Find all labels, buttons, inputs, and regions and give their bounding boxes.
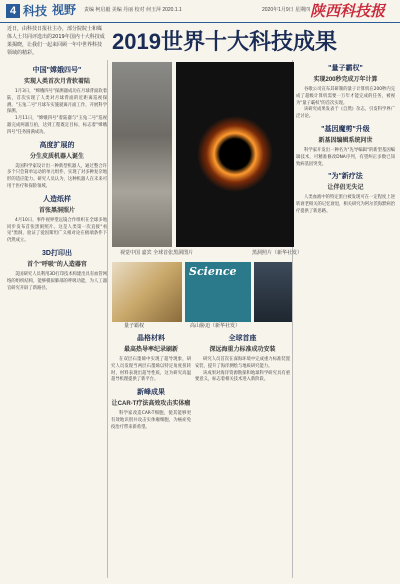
page-header [0,0,400,23]
article-paragraph: 美国研究人员利用3D打印技术构建出具有血管网络的组织结构，能够模拟肺部的呼吸功能，为人工器官研究开辟了新路径。 [7,271,107,291]
article-paragraph: 美国科学家设计出一种新型机器人，通过整合许多个只会简单运动的单元组件，实现了对多种复杂地形的适应能力。研究人员认为，这种机器人在未来可用于医疗和探险领域。 [7,163,107,189]
page-number: 4 [6,4,20,18]
caption-1: 视觉中国 嘉宾 全球首张黑洞图片 [120,250,194,256]
section-name-2: 视野 [52,3,77,17]
article-paragraph: 研究人员首次在深海环境中完成重力标准装置安装，提升了海洋测绘与地质研究能力。 [195,357,290,369]
article-headline: "基因魔剪"升级 [321,125,370,133]
article-subheadline: 新基因编辑系统问世 [318,137,373,144]
article-headline: 全球首座 [228,335,257,342]
column-middle-2 [195,330,290,578]
column-right [296,60,395,578]
article-subheadline: 实现200秒完成万年计算 [313,77,378,83]
article-subheadline: 让伴侣无失记 [327,185,364,192]
page-title: 2019世界十大科技成果 [112,29,337,54]
lab-photo [254,262,292,322]
column-left [7,62,107,577]
blackhole-illustration [176,62,294,247]
article-headline: 3D打印出 [42,249,72,257]
article-paragraph: 人类血液中的特定蛋白被发现可在一定程度上逆转衰老相关的记忆衰退，相关研究为阿尔茨海默病治疗提供了新思路。 [296,195,395,214]
newspaper-name: 陕西科技报 [310,2,386,20]
moon-photo [112,62,172,247]
article-headline: 人造纸样 [43,195,71,203]
article-subheadline: 深远海重力标准成功安装 [209,347,276,353]
intro-text: 近日，由科技日报社主办，部分院院士和媒体人士共同评选出的2019年国内十大科技成果揭晓，让我们一起来回顾一年中世界科技领域的精彩。 [7,26,105,56]
caption-3: 量子霸权 [124,323,145,329]
equipment-photo [112,262,182,322]
column-middle-1 [111,330,191,578]
article-subheadline: 分生皮质机器人诞生 [29,153,84,160]
article-paragraph: 该成果对海洋资源勘探和地球科学研究具有重要意义，标志着相关技术进入新阶段。 [195,370,290,383]
article-paragraph: 4月10日，事件视界望远镜合作组织在全球多地同步发布首张黑洞照片。这是人类第一次直接"看见"黑洞，验证了爱因斯坦广义相对论在极端条件下仍然成立。 [7,217,107,244]
editor-info: 责编 柯启毅 美编 丹丽 校对 何玉萍 2020.1.1 [84,7,182,13]
article-subheadline: 首张黑洞照片 [38,207,75,214]
article-subheadline: 最高热导率纪录刷新 [123,347,178,353]
science-cover-title: Science [189,265,237,278]
article-paragraph: 该研究成果发表于《自然》杂志，引发科学界广泛讨论。 [296,107,395,120]
article-subheadline: 让CAR-T疗法高效攻击实体瘤 [111,401,191,408]
caption-2: 黑洞照片（新华社发） [252,250,303,256]
article-paragraph: 科学家开发出一种名为"先导编辑"的新型基因编辑技术，可精准修改DNA序列，有望纠正多数已知致病基因突变。 [296,147,395,167]
article-headline: 高度扩展的 [39,141,75,149]
article-subheadline: 首个"呼吸"的人造器官 [27,261,87,268]
section-name: 科技 [23,4,48,18]
article-headline: 中国"嫦娥四号" [32,67,82,74]
issue-date: 2020年1月9日 星期四 [262,7,311,13]
article-headline: 新峰成果 [137,389,165,397]
article-paragraph: 科学家改造CAR-T细胞，使其能够更有效地识别并攻击实体瘤细胞，为癌症免疫治疗带来新希望。 [111,411,191,430]
article-subheadline: 实现人类首次月背软着陆 [23,79,90,85]
article-paragraph: 谷歌公司宣布其研制的量子计算机在200秒内完成了超级计算机需要一万年才能完成的任务，被视为"量子霸权"的首次实现。 [296,87,395,106]
caption-4: 高山胁迫（新华社发） [190,323,241,329]
article-paragraph: 1月3日，"嫦娥四号"探测器成功在月球背面软着陆，首次实现了人类对月球背面的近距离巡视探测。"玉兔二号"月球车实施驶离月面工作，开展科学探测。 [7,89,107,115]
article-headline: "为"新疗法 [328,173,363,181]
article-headline: "量子霸权" [328,65,363,72]
article-paragraph: 在双层石墨烯中实现了超导现象，研究人员发现当两层石墨烯以特定角度扭转时，材料表现出超导性质，这为研究高温超导机理提供了新平台。 [111,357,191,383]
article-paragraph: 1月11日，"嫦娥四号"着陆器与"玉兔二号"巡视器完成两器互拍，达到工程既定目标，标志着"嫦娥四号"任务圆满成功。 [7,116,107,135]
article-headline: 晶格材料 [137,335,165,342]
blackhole-photo [176,62,294,247]
science-cover [185,262,251,322]
column-divider [107,60,108,578]
